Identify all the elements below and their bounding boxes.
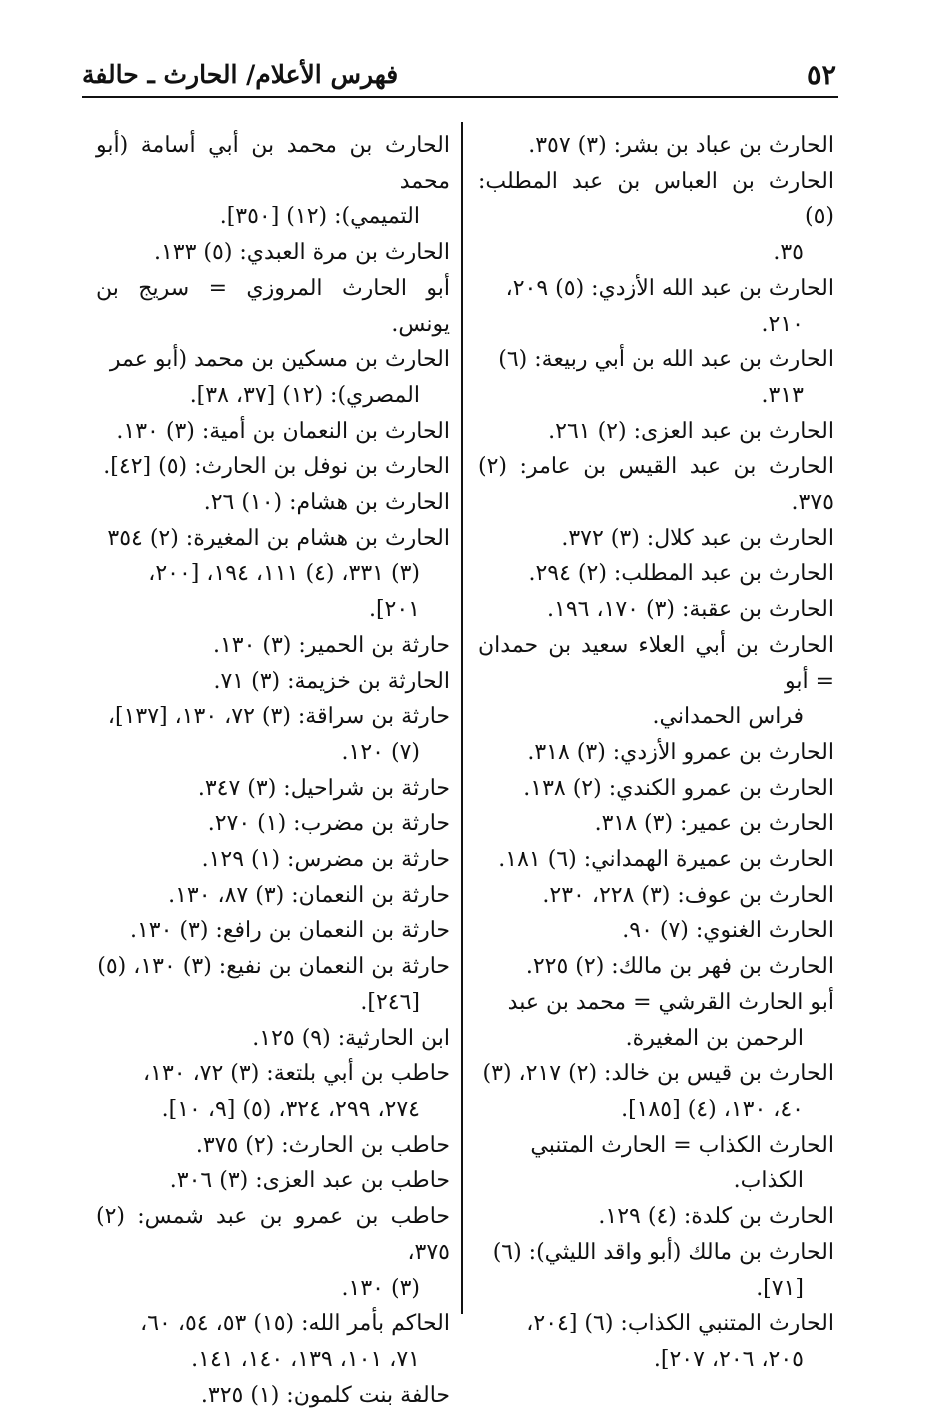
column-divider (461, 122, 463, 1314)
entry-line: الحارث بن عوف: (٣) ٢٢٨، ٢٣٠. (542, 882, 834, 908)
index-entry (478, 806, 834, 842)
entry-continuation-line: الرحمن بن المغيرة. (625, 1025, 804, 1051)
entry-continuation-line: ٢٠١]. (368, 597, 420, 623)
index-entry (96, 842, 450, 878)
entry-line: حارثة بن النعمان: (٣) ٨٧، ١٣٠. (168, 882, 450, 908)
index-entry (96, 1128, 450, 1164)
entry-line: الحارث الغنوي: (٧) ٩٠. (622, 918, 834, 944)
index-entry (96, 521, 450, 628)
index-entry (96, 128, 450, 235)
entry-line: ابن الحارثية: (٩) ١٢٥. (252, 1025, 450, 1051)
entry-line: الحارث بن قيس بن خالد: (٢) ٢١٧، (٣) (482, 1061, 834, 1087)
entry-line: أبو الحارث المروزي = سريج بن يونس. (96, 275, 450, 337)
index-entry (478, 985, 834, 1056)
entry-line: الحارث بن عبد القيس بن عامر: (٢) ٣٧٥. (478, 454, 834, 516)
entry-continuation-line: التميمي): (١٢) [٣٥٠]. (219, 204, 420, 230)
index-entry (96, 806, 450, 842)
entry-line: حارثة بن النعمان بن رافع: (٣) ١٣٠. (129, 918, 450, 944)
index-entry (96, 1021, 450, 1057)
index-entry (478, 592, 834, 628)
page-number: ٥٢ (806, 60, 836, 91)
index-entry (478, 271, 834, 342)
entry-line: الحارث بن عباد بن بشر: (٣) ٣٥٧. (528, 133, 834, 158)
entry-continuation-line: (٣) ١٣٠. (341, 1275, 420, 1301)
index-entry (478, 913, 834, 949)
index-column-left (96, 128, 450, 1413)
index-entry (96, 485, 450, 521)
index-entry (478, 449, 834, 520)
entry-line: حارثة بن سراقة: (٣) ٧٢، ١٣٠، [١٣٧]، (107, 704, 450, 730)
entry-line: حارثة بن النعمان بن نفيع: (٣) ١٣٠، (٥) (97, 954, 450, 980)
entry-continuation-line: ٢٧٤، ٢٩٩، ٣٢٤، (٥) [٩، ١٠]. (161, 1096, 420, 1122)
entry-line: الحارث بن نوفل بن الحارث: (٥) [٤٢]. (103, 454, 450, 480)
entry-line: الحارث بن عبد المطلب: (٢) ٢٩٤. (528, 561, 834, 587)
entry-continuation-line: المصري): (١٢) [٣٧، ٣٨]. (189, 382, 420, 408)
entry-line: حاطب بن الحارث: (٢) ٣٧٥. (195, 1132, 450, 1158)
index-entry (96, 1306, 450, 1377)
index-entry (96, 628, 450, 664)
index-entry (478, 1128, 834, 1199)
index-column-right (478, 128, 834, 1378)
index-entry (478, 164, 834, 271)
entry-line: الحارث بن مالك (أبو واقد الليثي): (٦) (492, 1239, 834, 1265)
entry-line: حارثة بن مضرب: (١) ٢٧٠. (207, 811, 450, 837)
entry-continuation-line: ٧١، ١٠١، ١٣٩، ١٤٠، ١٤١. (191, 1346, 420, 1372)
index-entry (478, 771, 834, 807)
entry-line: حالفة بنت كلمون: (١) ٣٢٥. (200, 1382, 450, 1408)
index-entry (96, 913, 450, 949)
index-entry (478, 342, 834, 413)
entry-line: حارثة بن الحمير: (٣) ١٣٠. (212, 632, 450, 658)
entry-line: الحارث بن عبد الله بن أبي ربيعة: (٦) (498, 347, 834, 373)
entry-line: الحارث بن النعمان بن أمية: (٣) ١٣٠. (116, 418, 450, 444)
entry-continuation-line: ٢٠٥، ٢٠٦، ٢٠٧]. (653, 1346, 804, 1372)
index-entry (478, 1235, 834, 1306)
index-entry (478, 628, 834, 735)
entry-line: حاطب بن أبي بلتعة: (٣) ٧٢، ١٣٠، (143, 1061, 450, 1087)
header-rule (82, 96, 838, 98)
entry-line: الحارث بن هشام: (١٠) ٢٦. (203, 490, 450, 516)
index-entry (96, 664, 450, 700)
entry-continuation-line: [٢٤٦]. (360, 989, 420, 1015)
running-title: فهرس الأعلام/ الحارث ـ حالفة (82, 60, 399, 89)
entry-line: الحارث بن مسكين بن محمد (أبو عمر (109, 347, 450, 373)
index-entry (96, 1378, 450, 1413)
index-entry (478, 949, 834, 985)
entry-continuation-line: ٤٠، ١٣٠، (٤) [١٨٥]. (621, 1096, 804, 1122)
index-entry (96, 271, 450, 342)
index-entry (96, 949, 450, 1020)
entry-continuation-line: (٧) ١٢٠. (341, 739, 420, 765)
entry-line: حارثة بن شراحيل: (٣) ٣٤٧. (197, 775, 450, 801)
entry-line: الحارث بن عمرو الكندي: (٢) ١٣٨. (523, 775, 834, 801)
entry-line: حارثة بن مضرس: (١) ١٢٩. (201, 847, 450, 873)
entry-line: الحارث بن أبي العلاء سعيد بن حمدان = أبو (478, 632, 834, 694)
entry-line: الحارث بن عميرة الهمداني: (٦) ١٨١. (498, 847, 834, 873)
entry-line: الحارث بن عبد كلال: (٣) ٣٧٢. (561, 525, 834, 551)
entry-line: الحارث بن عبد الله الأزدي: (٥) ٢٠٩، (505, 275, 834, 301)
index-entry (478, 842, 834, 878)
entry-line: الحارث بن كلدة: (٤) ١٢٩. (598, 1204, 834, 1230)
index-entry (96, 771, 450, 807)
entry-continuation-line: ٢١٠. (761, 311, 804, 337)
index-entry (96, 235, 450, 271)
index-entry (478, 128, 834, 164)
index-entry (96, 1056, 450, 1127)
index-entry (96, 878, 450, 914)
entry-line: الحارث بن محمد بن أبي أسامة (أبو محمد (96, 133, 450, 194)
entry-continuation-line: ٣١٣. (761, 382, 804, 408)
index-entry (478, 1306, 834, 1377)
index-entry (96, 699, 450, 770)
entry-line: الحارث بن مرة العبدي: (٥) ١٣٣. (153, 240, 450, 266)
entry-line: الحارث بن عقبة: (٣) ١٧٠، ١٩٦. (547, 597, 834, 623)
entry-line: الحارث بن عبد العزى: (٢) ٢٦١. (548, 418, 834, 444)
index-entry (478, 1056, 834, 1127)
index-entry (96, 449, 450, 485)
entry-continuation-line: فراس الحمداني. (652, 704, 804, 730)
entry-line: الحارث بن فهر بن مالك: (٢) ٢٢٥. (525, 954, 834, 980)
page-header (82, 52, 836, 98)
entry-line: حاطب بن عمرو بن عبد شمس: (٢) ٣٧٥، (96, 1204, 450, 1265)
index-entry (478, 521, 834, 557)
entry-line: الحاكم بأمر الله: (١٥) ٥٣، ٥٤، ٦٠، (140, 1311, 450, 1337)
entry-continuation-line: الكذاب. (733, 1168, 804, 1194)
entry-line: الحارث المتنبي الكذاب: (٦) [٢٠٤، (526, 1311, 834, 1337)
entry-line: الحارث الكذاب = الحارث المتنبي (530, 1132, 834, 1158)
entry-line: حاطب بن عبد العزى: (٣) ٣٠٦. (169, 1168, 450, 1194)
entry-continuation-line: ٣٥. (773, 240, 804, 266)
index-entry (478, 1199, 834, 1235)
index-entry (478, 414, 834, 450)
index-entry (96, 1163, 450, 1199)
entry-line: الحارثة بن خزيمة: (٣) ٧١. (213, 668, 450, 694)
index-entry (96, 414, 450, 450)
entry-line: الحارث بن العباس بن عبد المطلب: (٥) (478, 168, 834, 230)
entry-line: الحارث بن هشام بن المغيرة: (٢) ٣٥٤ (107, 525, 450, 551)
index-entry (478, 735, 834, 771)
entry-continuation-line: (٣) ٣٣١، (٤) ١١١، ١٩٤، [٢٠٠، (148, 561, 420, 587)
index-entry (478, 878, 834, 914)
index-entry (96, 1199, 450, 1306)
index-entry (96, 342, 450, 413)
index-entry (478, 556, 834, 592)
entry-line: الحارث بن عمير: (٣) ٣١٨. (594, 811, 834, 837)
entry-continuation-line: [٧١]. (756, 1275, 804, 1301)
entry-line: الحارث بن عمرو الأزدي: (٣) ٣١٨. (527, 739, 834, 765)
entry-line: أبو الحارث القرشي = محمد بن عبد (507, 989, 834, 1015)
